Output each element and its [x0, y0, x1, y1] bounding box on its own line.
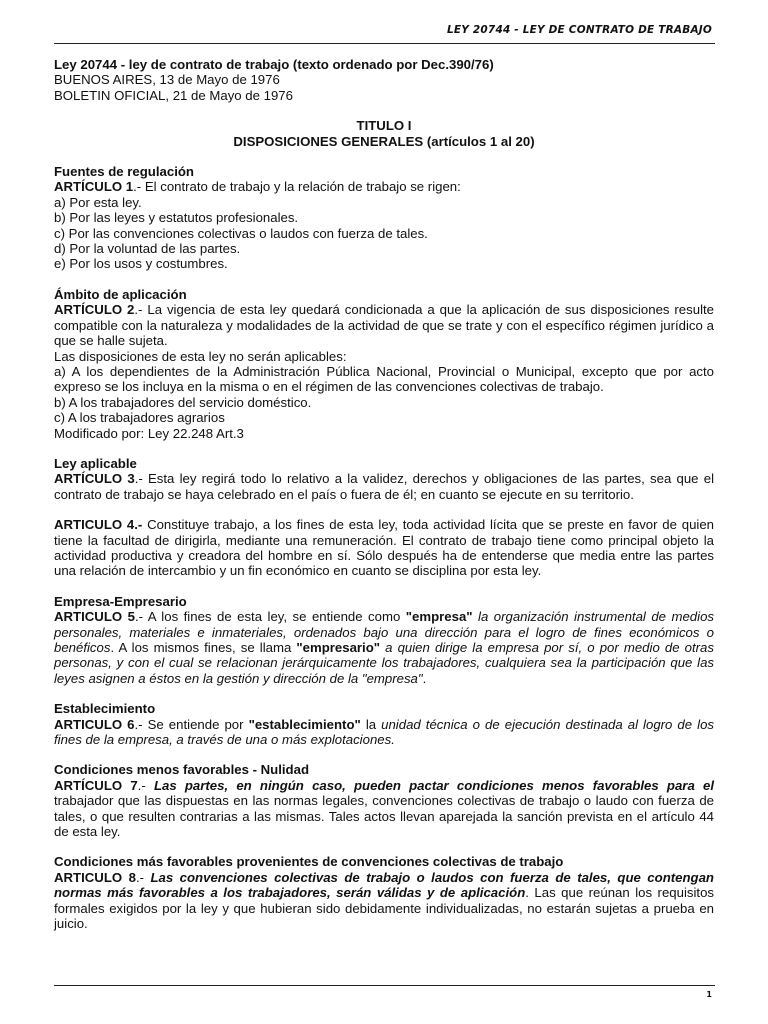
- art2-paragraph: [54, 302, 714, 348]
- bulletin-date: BOLETIN OFICIAL, 21 de Mayo de 1976: [54, 87, 293, 103]
- art6-heading: Establecimiento: [54, 701, 156, 717]
- art6-term: "establecimiento": [248, 716, 361, 732]
- art6-t2: la: [360, 716, 382, 732]
- art2-heading: Ámbito de aplicación: [54, 286, 187, 302]
- art2-modified: Modificado por: Ley 22.248 Art.3: [54, 425, 244, 441]
- art2-text: .- La vigencia de esta ley quedará condicionada a que la aplicación de sus disposiciones resulte compatible con la naturaleza y modalidades de la actividad de que se trate y con el específico régimen jurídico a que se halle sujeta.: [54, 302, 714, 349]
- footer-rule: [54, 985, 715, 986]
- place-date: BUENOS AIRES, 13 de Mayo de 1976: [54, 72, 280, 88]
- art2-p2: Las disposiciones de esta ley no serán aplicables:: [54, 348, 347, 364]
- art4-text: Constituye trabajo, a los fines de esta ley, toda actividad lícita que se preste en favor de quien tiene la facultad de dirigirla, mediante una remuneración. El contrato de trabajo tiene como principal objeto la actividad productiva y creadora del hombre en sí. Sólo después ha de entenderse que media entre las partes una relación de intercambio y un fin económico en cuanto se disciplina por esta ley.: [54, 517, 714, 579]
- art1-label: ARTÍCULO 1: [54, 179, 134, 195]
- art7-label: ARTÍCULO 7: [54, 777, 138, 793]
- document-body: [54, 57, 714, 932]
- art4-paragraph: [54, 517, 714, 579]
- art1-item-d: d) Por la voluntad de las partes.: [54, 241, 241, 257]
- art8-label: ARTICULO 8: [54, 869, 136, 885]
- art3-paragraph: [54, 471, 714, 502]
- art2-item-b: b) A los trabajadores del servicio doméstico.: [54, 394, 312, 410]
- art3-text: .- Esta ley regirá todo lo relativo a la validez, derechos y obligaciones de las partes, sea que el contrato de trabajo se haya celebrado en el país o fuera de él; en cuanto se ejecute en su territorio.: [54, 471, 714, 502]
- art5-t1: .- A los fines de esta ley, se entiende como: [134, 609, 406, 625]
- page-number: 1: [706, 990, 712, 999]
- art5-t2: la organización instrumental de medios personales, materiales e inmateriales, ordenados bajo una dirección para el logro de fines económicos o benéficos: [54, 609, 715, 655]
- art6-paragraph: [54, 717, 714, 748]
- art5-term-empresario: "empresario": [296, 640, 381, 655]
- art2-item-c: c) A los trabajadores agrarios: [54, 410, 225, 426]
- header-rule: [54, 43, 715, 44]
- art5-t4: a quien dirige la empresa por sí, o por medio de otras personas, y con el cual se relacionan jerárquicamente los trabajadores, cualquiera sea la participación que las leyes asignen a éstos en la gestión y dirección de la "empresa": [54, 640, 714, 686]
- document-title: Ley 20744 - ley de contrato de trabajo (texto ordenado por Dec.390/76): [54, 57, 494, 72]
- art5-t5: .: [422, 670, 427, 686]
- art7-t3: trabajador que las dispuestas en las normas legales, convenciones colectivas de trabajo o laudo con fuerza de tales, o que resulten contrarias a las mismas. Tales actos llevan aparejada la sanción prevista en el artículo 44 de esta ley.: [54, 793, 714, 840]
- art5-paragraph: [54, 609, 714, 686]
- art6-t1: .- Se entiende por: [134, 716, 249, 732]
- art3-label: ARTÍCULO 3: [54, 471, 135, 487]
- art8-paragraph: [54, 870, 714, 932]
- art1-item-e: e) Por los usos y costumbres.: [54, 256, 228, 272]
- art5-label: ARTICULO 5: [54, 609, 135, 625]
- art1-text: .- El contrato de trabajo y la relación de trabajo se rigen:: [133, 179, 461, 195]
- art2-item-a: a) A los dependientes de la Administración Pública Nacional, Provincial o Municipal, excepto que por acto expreso se los incluya en la misma o en el régimen de las convenciones colectivas de trabajo.: [54, 363, 714, 395]
- art5-heading: Empresa-Empresario: [54, 593, 187, 609]
- art2-label: ARTÍCULO 2: [54, 302, 135, 318]
- running-header: LEY 20744 - LEY DE CONTRATO DE TRABAJO: [447, 24, 712, 36]
- art1-item-a: a) Por esta ley.: [54, 194, 142, 210]
- art8-t1: .-: [135, 869, 151, 885]
- art6-t3: unidad técnica o de ejecución destinada al logro de los fines de la empresa, a través de una o más explotaciones.: [54, 716, 715, 748]
- art1-item-c: c) Por las convenciones colectivas o laudos con fuerza de tales.: [54, 225, 428, 241]
- art8-t3: . Las que reúnan los requisitos formales exigidos por la ley y que hubieran sido debidamente individualizadas, no estarán sujetas a prueba en juicio.: [54, 885, 714, 932]
- art7-t1: .-: [137, 777, 154, 793]
- art5-term-empresa: "empresa": [405, 609, 473, 625]
- art8-heading: Condiciones más favorables provenientes de convenciones colectivas de trabajo: [54, 854, 564, 870]
- art1-paragraph: [54, 179, 714, 194]
- art4-label: ARTICULO 4.-: [54, 517, 143, 533]
- art7-paragraph: [54, 778, 714, 840]
- art8-t2: Las convenciones colectivas de trabajo o laudos con fuerza de tales, que contengan normas más favorables a los trabajadores, serán válidas y de aplicación: [54, 869, 714, 901]
- art1-heading: Fuentes de regulación: [54, 164, 194, 180]
- art6-label: ARTICULO 6: [54, 716, 135, 732]
- titulo-subheading: DISPOSICIONES GENERALES (artículos 1 al 20): [233, 133, 535, 149]
- art3-heading: Ley aplicable: [54, 455, 137, 471]
- art1-item-b: b) Por las leyes y estatutos profesionales.: [54, 210, 299, 226]
- art7-t2: Las partes, en ningún caso, pueden pactar condiciones menos favorables para el: [153, 777, 714, 793]
- art5-t3: . A los mismos fines, se llama: [110, 640, 297, 655]
- art7-heading: Condiciones menos favorables - Nulidad: [54, 762, 310, 778]
- titulo-heading: TITULO I: [356, 118, 412, 134]
